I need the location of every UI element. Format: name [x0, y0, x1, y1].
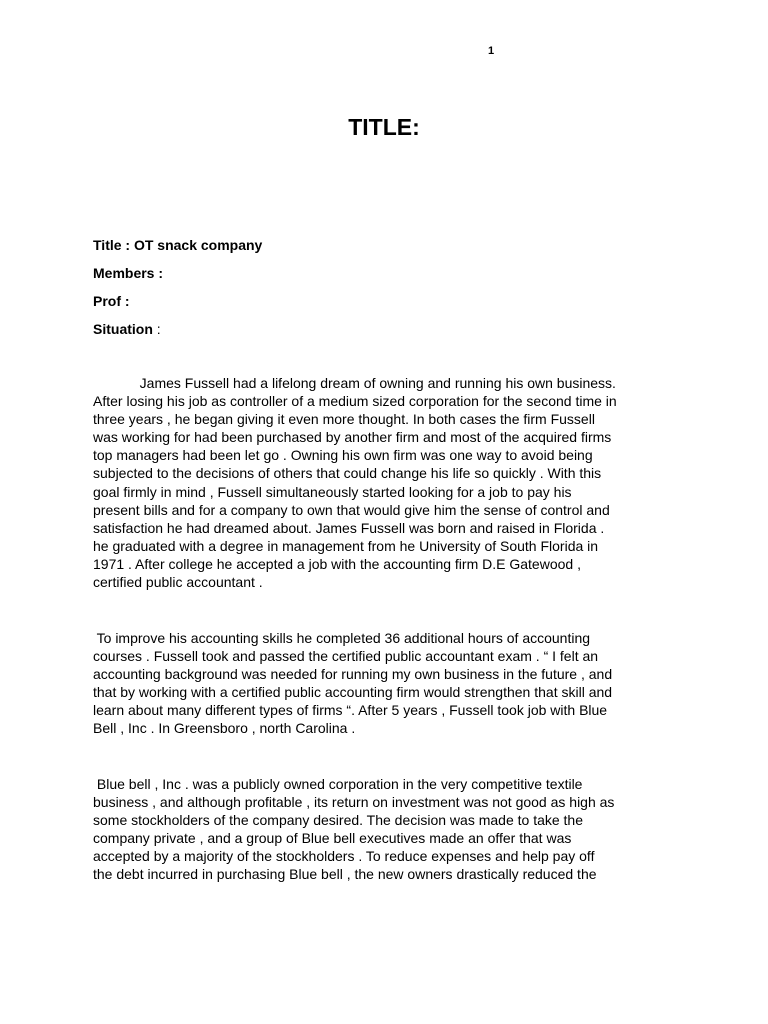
- paragraph-line: learn about many different types of firms “. After 5 years , Fussell took job with Blue: [93, 702, 608, 719]
- body-paragraph-3: [93, 775, 675, 884]
- paragraph-line: subjected to the decisions of others that could change his life so quickly . With this: [93, 465, 602, 482]
- paragraph-line: Blue bell , Inc . was a publicly owned corporation in the very competitive textile: [93, 776, 583, 792]
- body-paragraph-1: [93, 374, 675, 591]
- members-line: [93, 264, 673, 292]
- situation-line: [93, 320, 673, 348]
- paragraph-line: present bills and for a company to own that would give him the sense of control and: [93, 501, 610, 518]
- info-block: [93, 236, 673, 348]
- paragraph-line: that by working with a certified public accounting firm would strengthen that skill and: [93, 684, 613, 701]
- paragraph-line: After losing his job as controller of a medium sized corporation for the second time in: [93, 393, 617, 410]
- page-number: 1: [488, 45, 495, 57]
- title-line: [93, 236, 673, 264]
- paragraph-line: certified public accountant .: [93, 574, 263, 591]
- paragraph-line: satisfaction he had dreamed about. James Fussell was born and raised in Florida .: [93, 519, 605, 536]
- title-value: OT snack company: [133, 237, 263, 253]
- paragraph-line: three years , he began giving it even more thought. In both cases the firm Fussell: [93, 411, 595, 428]
- paragraph-line: business , and although profitable , its return on investment was not good as high as: [93, 794, 615, 811]
- paragraph-line: some stockholders of the company desired. The decision was made to take the: [93, 812, 584, 829]
- title-label: Title :: [93, 237, 131, 253]
- paragraph-line: company private , and a group of Blue bell executives made an offer that was: [93, 830, 572, 847]
- prof-label: Prof :: [93, 293, 130, 309]
- paragraph-line: top managers had been let go . Owning his own firm was one way to avoid being: [93, 447, 593, 464]
- prof-line: [93, 292, 673, 320]
- paragraph-line: courses . Fussell took and passed the certified public accountant exam . “ I felt an: [93, 648, 599, 665]
- paragraph-line: the debt incurred in purchasing Blue bell , the new owners drastically reduced the: [93, 866, 597, 883]
- paragraph-line: James Fussell had a lifelong dream of owning and running his own business.: [93, 375, 616, 391]
- paragraph-line: accounting background was needed for running my own business in the future , and: [93, 666, 613, 683]
- situation-suffix: :: [152, 321, 161, 337]
- members-label: Members :: [93, 265, 164, 281]
- paragraph-line: 1971 . After college he accepted a job with the accounting firm D.E Gatewood ,: [93, 555, 581, 572]
- paragraph-line: was working for had been purchased by another firm and most of the acquired firms: [93, 429, 612, 446]
- body-paragraph-2: [93, 629, 675, 738]
- paragraph-line: To improve his accounting skills he completed 36 additional hours of accounting: [93, 630, 591, 646]
- paragraph-line: he graduated with a degree in management from he University of South Florida in: [93, 537, 599, 554]
- document-heading: TITLE:: [348, 114, 420, 140]
- situation-label: Situation: [93, 321, 153, 337]
- paragraph-line: Bell , Inc . In Greensboro , north Carolina .: [93, 720, 356, 737]
- paragraph-line: accepted by a majority of the stockholders . To reduce expenses and help pay off: [93, 848, 595, 865]
- paragraph-line: goal firmly in mind , Fussell simultaneously started looking for a job to pay his: [93, 483, 572, 500]
